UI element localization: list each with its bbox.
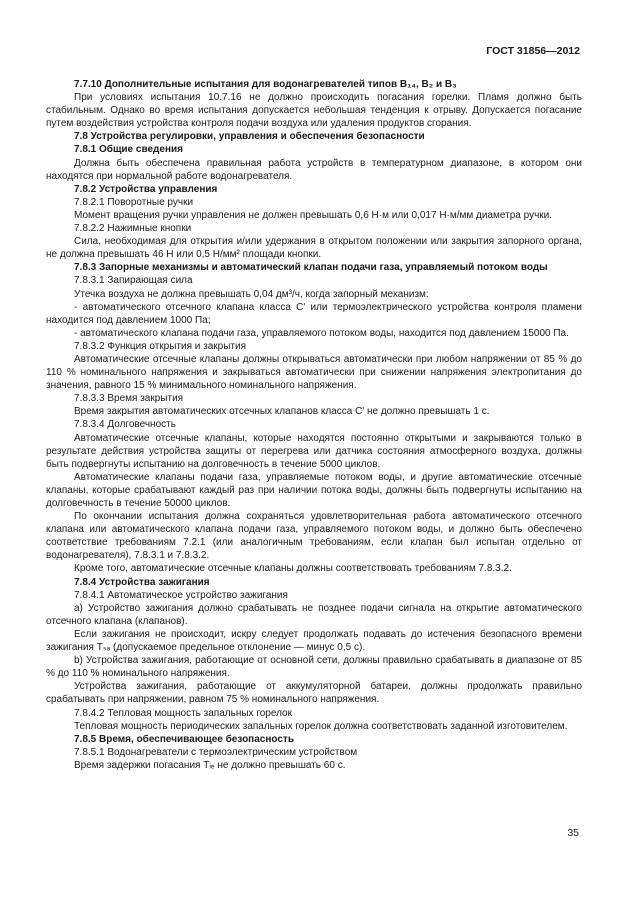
section-heading: 7.8.4 Устройства зажигания (74, 576, 210, 588)
paragraph: Утечка воздуха не должна превышать 0,04 дм³/ч, когда запорный механизм: (74, 288, 429, 300)
paragraph: По окончании испытания должна сохраняться удовлетворительная работа автоматического отсечного клапана или автоматического клапана подачи газа, управляемого потоком воды, и должно быть обеспечено соответствие требованиям 7.2.1 (или аналогичным требованиям, если клапан был испытан отдельно от водонагревателя), 7.8.3.1 и 7.8.3.2. (46, 511, 582, 562)
paragraph: Должна быть обеспечена правильная работа устройств в температурном диапазоне, в котором они находятся при нормальной работе водонагревателя. (46, 157, 582, 182)
section-heading: 7.8.2 Устройства управления (74, 183, 218, 195)
paragraph: 7.8.3.2 Функция открытия и закрытия (74, 340, 246, 352)
paragraph: 7.8.5.1 Водонагреватели с термоэлектрическим устройством (74, 746, 358, 758)
paragraph: Автоматические отсечные клапаны должны открываться автоматически при любом напряжении от 85 % до 110 % номинального напряжения и закрываться автоматически при снижении напряжения электропитания до значения, равного 15 % минимального номинального напряжения. (46, 353, 582, 392)
paragraph: 7.8.4.2 Тепловая мощность запальных горелок (74, 707, 292, 719)
paragraph: 7.8.4.1 Автоматическое устройство зажигания (74, 589, 288, 601)
paragraph: 7.8.2.1 Поворотные ручки (74, 196, 194, 208)
paragraph: Сила, необходимая для открытия и/или удержания в открытом положении или закрытия запорного органа, не должна превышать 46 Н или 0,5 Н/мм² площади кнопки. (46, 236, 582, 261)
document-header: ГОСТ 31856—2012 (486, 45, 580, 57)
paragraph: Если зажигания не происходит, искру следует продолжать подавать до истечения безопасного времени зажигания Tₛₐ (допускаемое предельное отклонение — минус 0,5 с). (46, 628, 582, 654)
paragraph: Кроме того, автоматические отсечные клапаны должны соответствовать требованиям 7.8.3.2. (74, 563, 512, 575)
paragraph: Тепловая мощность периодических запальных горелок должна соответствовать заданной изготовителем. (74, 720, 568, 732)
page-number: 35 (567, 827, 579, 839)
paragraph: 7.8.3.1 Запирающая сила (74, 275, 193, 287)
paragraph: Автоматические клапаны подачи газа, управляемые потоком воды, и другие автоматические отсечные клапаны, которые срабатывают каждый раз при наличии потока воды, должны быть подвергнуты испытанию на долговечность в течение 50000 циклов. (46, 471, 582, 509)
paragraph: Автоматические отсечные клапаны, которые находятся постоянно открытыми и закрываются только в результате действия устройства защиты от перегрева или датчика состояния атмосферного воздуха, должны быть подвергнуты испытанию на долговечность в течение 5000 циклов. (46, 432, 582, 470)
paragraph: 7.8.3.4 Долговечность (74, 419, 176, 431)
paragraph: Время задержки погасания Tᵢₑ не должно превышать 60 с. (74, 759, 346, 771)
paragraph: b) Устройства зажигания, работающие от основной сети, должны правильно срабатывать в диапазоне от 85 % до 110 % номинального напряжения. (46, 655, 582, 680)
paragraph: Момент вращения ручки управления не должен превышать 0,6 Н·м или 0,017 Н·м/мм диаметра ручки. (74, 209, 553, 221)
paragraph: При условиях испытания 10.7.16 не должно происходить погасания горелки. Пламя должно быть стабильным. Однако во время испытания допускается небольшая тенденция к отрыву. Допускается погасание путем воздействия устройства контроля подачи воздуха или удаления продуктов сгорания. (46, 92, 582, 130)
paragraph: 7.8.2.2 Нажимные кнопки (74, 223, 192, 235)
section-heading: 7.7.10 Дополнительные испытания для водонагревателей типов B₁₄, B₂ и B₃ (74, 79, 457, 90)
section-heading: 7.8.3 Запорные механизмы и автоматический клапан подачи газа, управляемый потоком воды (74, 262, 548, 274)
section-heading: 7.8 Устройства регулировки, управления и обеспечения безопасности (74, 131, 425, 143)
paragraph: a) Устройство зажигания должно срабатывать не позднее подачи сигнала на открытие автоматического отсечного клапана (клапанов). (46, 602, 582, 627)
paragraph: 7.8.3.3 Время закрытия (74, 393, 184, 405)
paragraph: Устройства зажигания, работающие от аккумуляторной батареи, должны продолжать правильно срабатывать при напряжении, равном 75 % номинального напряжения. (46, 681, 582, 706)
document-body (46, 78, 582, 772)
paragraph: - автоматического отсечного клапана класса С' или термоэлектрического устройства контроля пламени находится под давлением 1000 Па; (46, 301, 582, 326)
section-heading: 7.8.5 Время, обеспечивающее безопасность (74, 733, 294, 745)
paragraph: - автоматического клапана подачи газа, управляемого потоком воды, находится под давлением 15000 Па. (74, 327, 569, 339)
section-heading: 7.8.1 Общие сведения (74, 144, 183, 156)
paragraph: Время закрытия автоматических отсечных клапанов класса С' не должно превышать 1 с. (74, 406, 490, 418)
